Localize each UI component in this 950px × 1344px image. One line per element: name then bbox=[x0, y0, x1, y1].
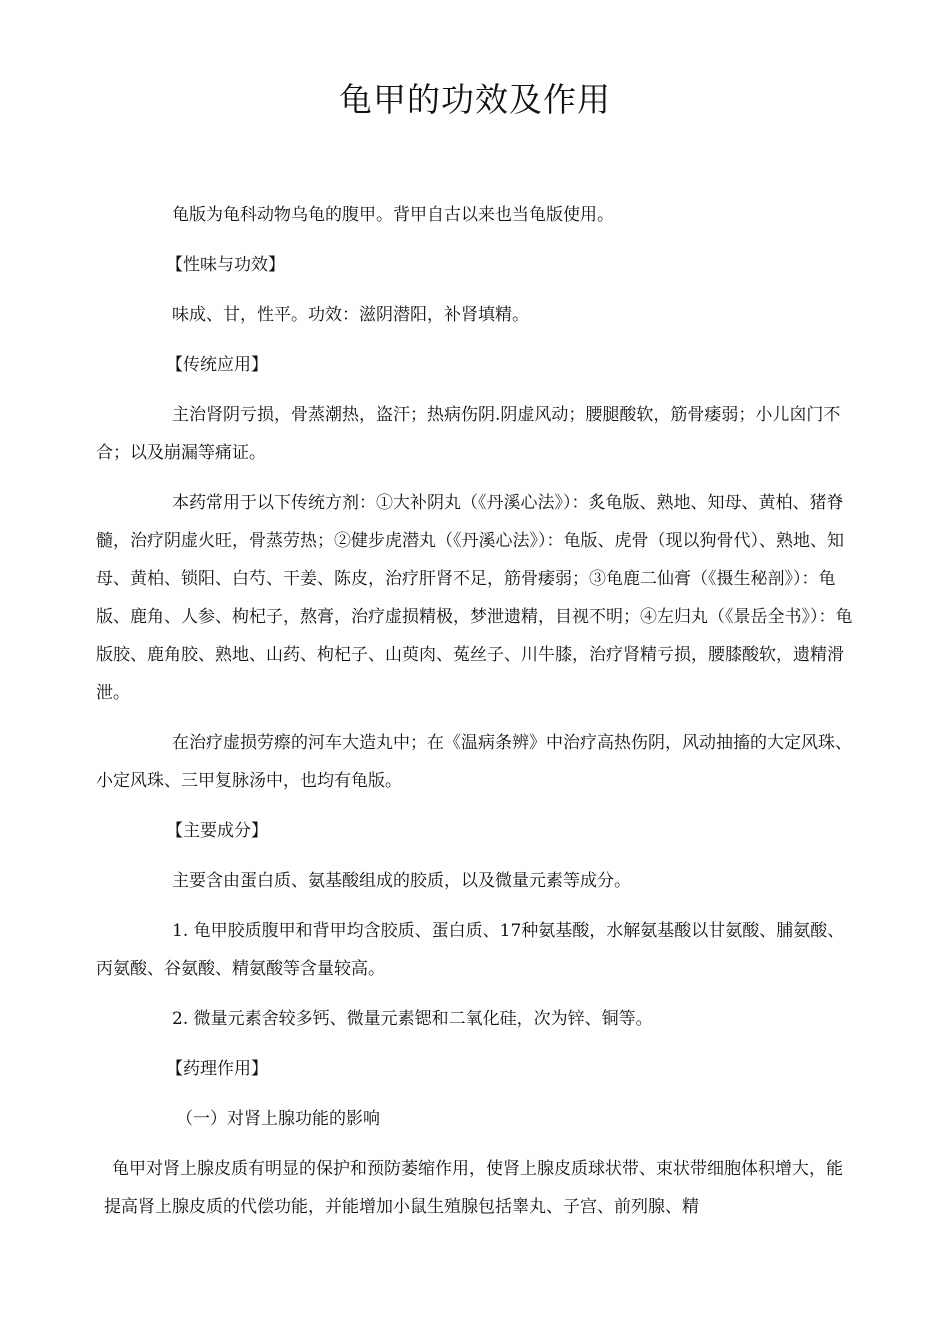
section-heading-nature: 【性味与功效】 bbox=[166, 255, 285, 275]
components-summary-paragraph: 主要含由蛋白质、氨基酸组成的胶质，以及微量元素等成分。 bbox=[172, 871, 631, 891]
traditional-use-paragraph: 主治肾阴亏损，骨蒸潮热，盗汗；热病伤阴.阴虚风动；腰腿酸软，筋骨痿弱；小儿囟门不合；以及崩漏等痛证。 bbox=[96, 405, 841, 463]
other-prescription-paragraph: 在治疗虚损劳瘵的河车大造丸中；在《温病条辨》中治疗高热伤阴，风动抽搐的大定风珠、小定风珠、三甲复脉汤中，也均有龟版。 bbox=[96, 733, 852, 791]
section-heading-pharmacology: 【药理作用】 bbox=[166, 1059, 268, 1079]
document-title: 龟甲的功效及作用 bbox=[339, 80, 611, 119]
prescription-paragraph: 本药常用于以下传统方剂：①大补阴丸（《丹溪心法》）：炙龟版、熟地、知母、黄柏、猪脊髓，治疗阴虚火旺，骨蒸劳热；②健步虎潜丸（《丹溪心法》）：龟版、虎骨（现以狗骨代）、熟地、知母、黄柏、锁阳、白芍、干姜、陈皮，治疗肝肾不足，筋骨痿弱；③龟鹿二仙膏（《摄生秘剖》）：龟版、鹿角、人参、枸杞子，熬膏，治疗虚损精极，梦泄遗精，目视不明；④左归丸（《景岳全书》）：龟版胶、鹿角胶、熟地、山药、枸杞子、山萸肉、菟丝子、川牛膝，治疗肾精亏损，腰膝酸软，遗精滑泄。 bbox=[96, 493, 853, 703]
pharmacology-subheading-adrenal: （一）对肾上腺功能的影响 bbox=[176, 1109, 380, 1129]
nature-paragraph: 味成、甘，性平。功效：滋阴潜阳，补肾填精。 bbox=[172, 305, 529, 325]
pharmacology-adrenal-paragraph: 龟甲对肾上腺皮质有明显的保护和预防萎缩作用，使肾上腺皮质球状带、束状带细胞体积增大，能提高肾上腺皮质的代偿功能，并能增加小鼠生殖腺包括睾丸、子宫、前列腺、精 bbox=[104, 1159, 843, 1217]
intro-paragraph: 龟版为龟科动物乌龟的腹甲。背甲自古以来也当龟版使用。 bbox=[172, 205, 614, 225]
section-heading-traditional-use: 【传统应用】 bbox=[166, 355, 268, 375]
components-item-1: 1. 龟甲胶质腹甲和背甲均含胶质、蛋白质、17种氨基酸，水解氨基酸以甘氨酸、脯氨酸、丙氨酸、谷氨酸、精氨酸等含量较高。 bbox=[96, 921, 845, 979]
components-item-2: 2. 微量元素舍较多钙、微量元素锶和二氧化硅，次为锌、铜等。 bbox=[172, 1009, 653, 1029]
document-body bbox=[96, 196, 856, 1238]
section-heading-main-components: 【主要成分】 bbox=[166, 821, 268, 841]
